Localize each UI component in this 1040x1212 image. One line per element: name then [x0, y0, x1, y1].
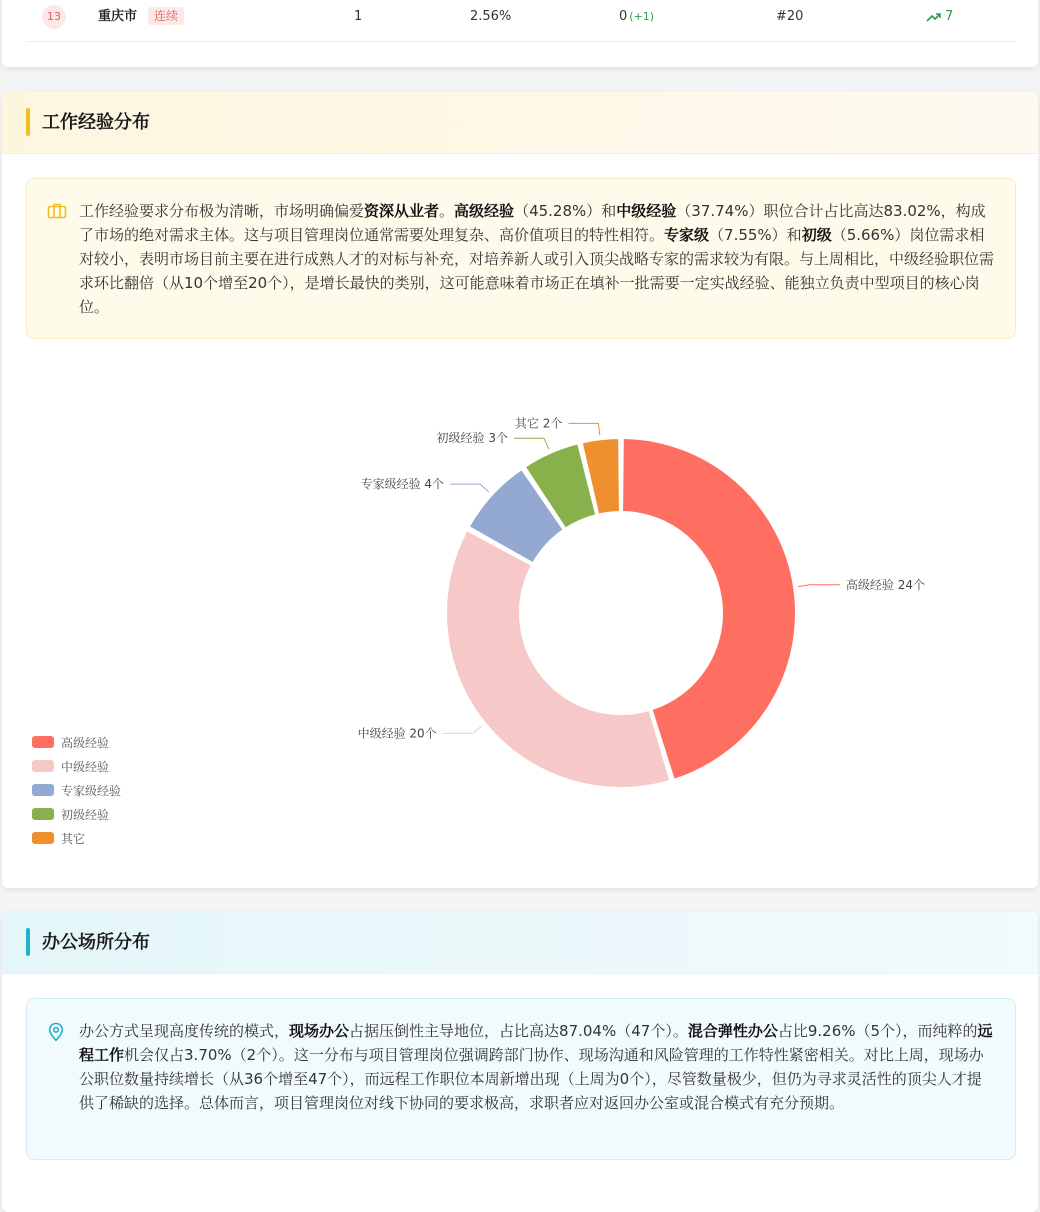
highlight-text: 中级经验	[616, 202, 677, 220]
analysis-text	[79, 1019, 995, 1115]
city-ranking-card	[2, 0, 1038, 67]
city-name: 重庆市	[98, 9, 138, 24]
legend-item[interactable]	[32, 754, 121, 778]
legend-item[interactable]	[32, 778, 121, 802]
highlight-text: 初级	[801, 226, 832, 244]
trend-indicator	[926, 8, 953, 26]
note-text: 占比9.26%（5个），而纯粹的	[777, 1022, 978, 1040]
note-text: （45.28%）和	[514, 202, 617, 220]
note-text: 办公方式呈现高度传统的模式，	[79, 1022, 290, 1040]
data-label: 高级经验 24个	[845, 577, 926, 592]
data-label: 初级经验 3个	[436, 431, 509, 446]
legend-item[interactable]	[32, 730, 121, 754]
legend-swatch	[32, 832, 54, 844]
job-percent: 2.56%	[470, 9, 512, 24]
table-row[interactable]	[26, 0, 1016, 42]
highlight-text: 远程工作	[79, 1022, 993, 1064]
legend-label: 初级经验	[61, 807, 110, 822]
experience-donut-chart	[2, 92, 1038, 888]
legend-label: 其它	[61, 831, 86, 846]
section-title: 工作经验分布	[42, 112, 150, 133]
legend-swatch	[32, 784, 54, 796]
change-delta: (+1)	[629, 10, 655, 23]
label-leader-line	[798, 585, 840, 587]
label-leader-line	[443, 726, 482, 734]
location-pin-icon	[47, 1022, 65, 1049]
highlight-text: 高级经验	[454, 202, 515, 220]
highlight-text: 专家级	[664, 226, 710, 244]
office-distribution-card	[2, 912, 1038, 1212]
legend-item[interactable]	[32, 826, 121, 850]
data-label: 中级经验 20个	[357, 726, 437, 741]
trend-up-icon	[926, 11, 942, 23]
note-text: 机会仅占3.70%（2个）。这一分布与项目管理岗位强调跨部门协作、现场沟通和风险管理的工作特性紧密相关。对比上周，现场办公职位数量持续增长（从36个增至47个），而远程工作职位本周新增出现（上周为0个），尽管数量极少，但仍为寻求灵活性的顶尖人才提供了稀缺的选择。总体而言，项目管理岗位对线下协同的要求极高，求职者应对返回办公室或混合模式有充分预期。	[79, 1046, 984, 1112]
legend-swatch	[32, 808, 54, 820]
analysis-note	[26, 998, 1016, 1160]
weekly-change	[619, 8, 654, 26]
section-accent-bar	[26, 928, 30, 956]
status-badge: 连续	[148, 7, 184, 25]
trend-value: 7	[945, 9, 954, 24]
job-count: 1	[354, 9, 363, 24]
legend-label: 高级经验	[61, 735, 110, 750]
rank-number-badge: 13	[42, 5, 66, 29]
rank-label: #20	[776, 9, 804, 24]
label-leader-line	[514, 438, 549, 449]
highlight-text: 资深从业者	[364, 202, 440, 220]
legend-swatch	[32, 736, 54, 748]
label-leader-line	[450, 484, 489, 492]
highlight-text: 现场办公	[289, 1022, 350, 1040]
note-text: （37.74%）职位合计占比高达83.02%，构成了市场的绝对需求主体。这与项目管理岗位通常需要处理复杂、高价值项目的特性相符。	[79, 202, 986, 244]
label-leader-line	[568, 423, 599, 435]
highlight-text: 混合弹性办公	[687, 1022, 778, 1040]
note-text: 。	[439, 202, 455, 220]
note-text: 占据压倒性主导地位，占比高达87.04%（47个）。	[349, 1022, 688, 1040]
note-text: （7.55%）和	[709, 226, 802, 244]
experience-distribution-card	[2, 92, 1038, 888]
legend-swatch	[32, 760, 54, 772]
section-header	[2, 912, 1038, 974]
legend-label: 中级经验	[61, 759, 110, 774]
data-label: 其它 2个	[514, 416, 563, 431]
note-text: （5.66%）岗位需求相对较小，表明市场目前主要在进行成熟人才的对标与补充，对培养新人或引入顶尖战略专家的需求较为有限。与上周相比，中级经验职位需求环比翻倍（从10个增至20个），是增长最快的类别，这可能意味着市场正在填补一批需要一定实战经验、能独立负责中型项目的核心岗位。	[79, 226, 995, 316]
data-label: 专家级经验 4个	[360, 477, 445, 492]
note-text: 工作经验要求分布极为清晰，市场明确偏爱	[79, 202, 365, 220]
legend-item[interactable]	[32, 802, 121, 826]
pie-slice[interactable]	[446, 530, 670, 788]
chart-legend	[32, 730, 121, 850]
legend-label: 专家级经验	[61, 783, 122, 798]
section-title: 办公场所分布	[42, 932, 150, 953]
change-value: 0	[619, 9, 628, 24]
